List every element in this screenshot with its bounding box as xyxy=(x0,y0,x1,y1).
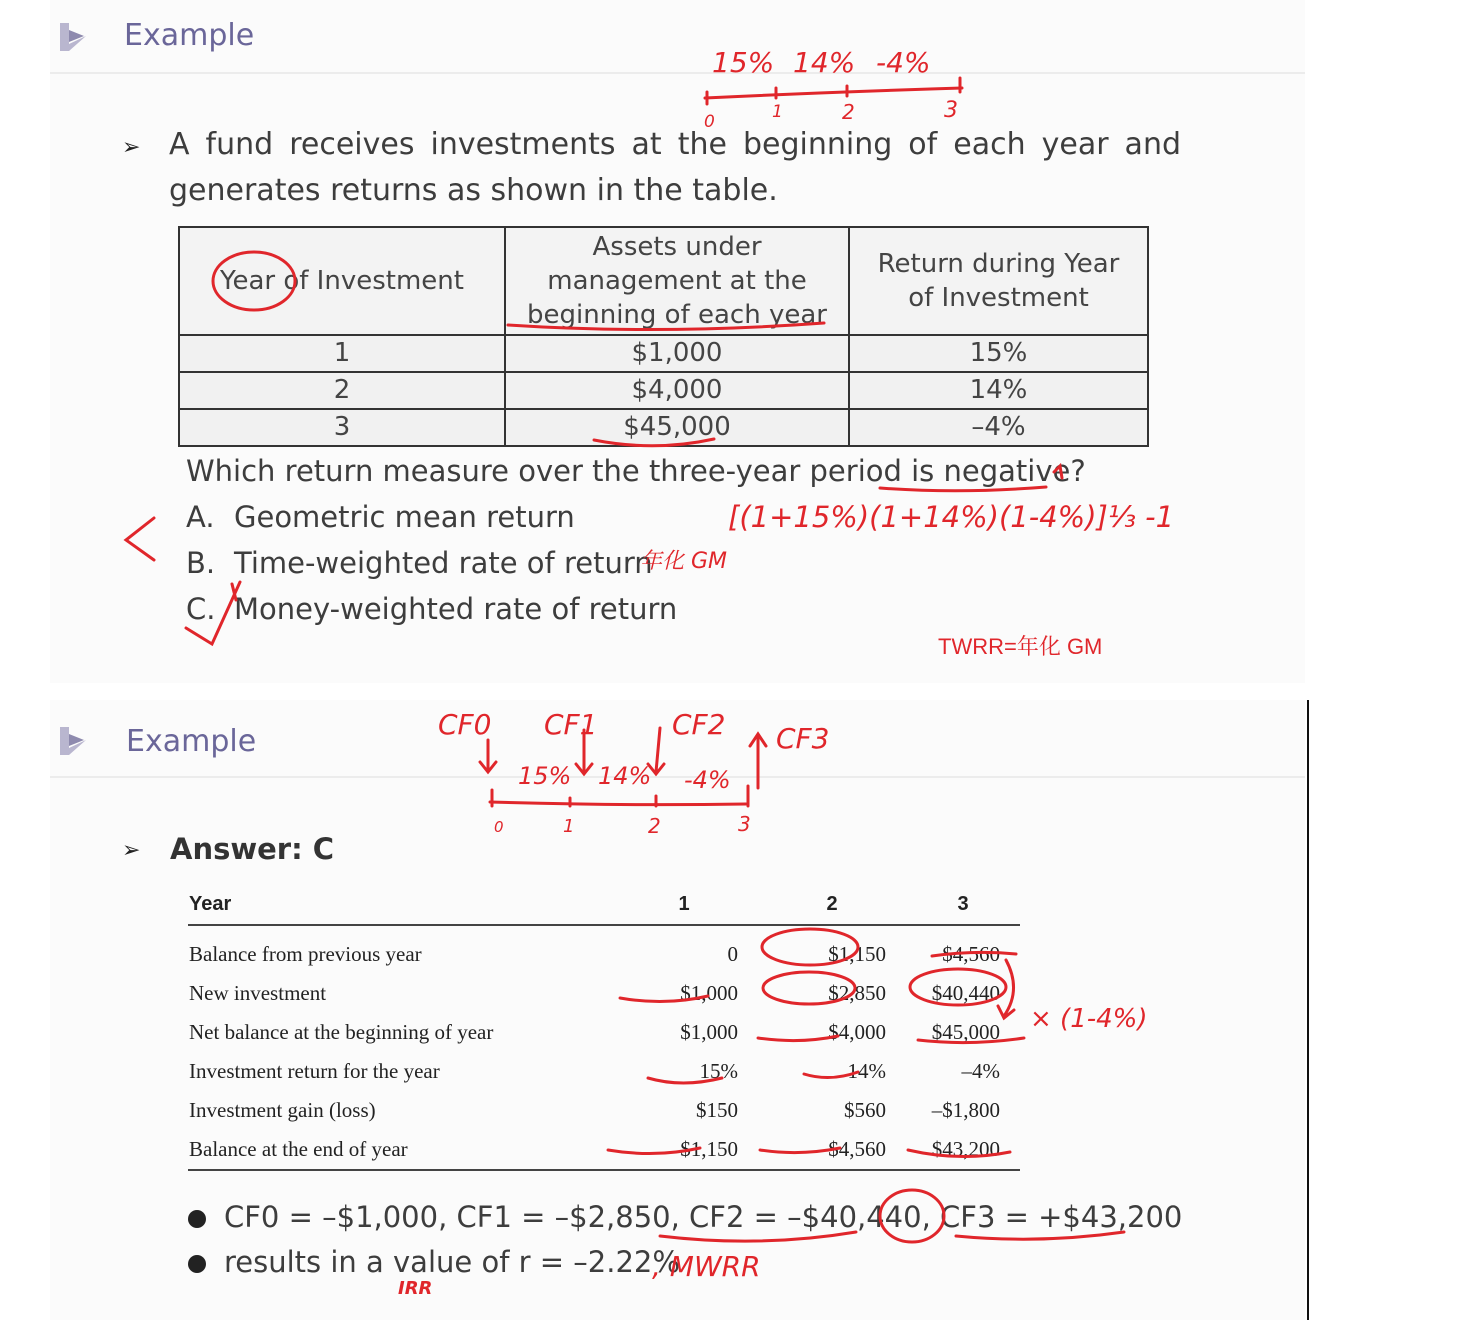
row-label: Investment gain (loss) xyxy=(189,1098,376,1122)
hand-cf1: CF1 xyxy=(544,708,598,741)
cell: –4% xyxy=(849,409,1148,446)
cell: 0 xyxy=(727,942,738,966)
hand-return-3: -4% xyxy=(684,766,731,794)
hand-underline-45000 xyxy=(918,1038,1024,1043)
hand-formula: [(1+15%)(1+14%)(1-4%)]⅓ -1 xyxy=(728,500,1175,534)
header-1: 1 xyxy=(610,884,758,925)
twrr-note: TWRR=年化 GM xyxy=(938,634,1103,659)
header-year: Year xyxy=(188,884,610,925)
hand-tick-3: 3 xyxy=(944,98,958,123)
hand-arrow-cf0 xyxy=(480,740,496,772)
hand-underline-43200-cf3 xyxy=(956,1232,1124,1239)
hand-tick-3: 3 xyxy=(738,812,751,836)
hand-arrow-cf2 xyxy=(648,728,664,774)
hand-mwrr: , MWRR xyxy=(652,1250,761,1283)
hand-underline-1000 xyxy=(620,996,708,1002)
paragraph-line-1: A fund receives investments at the beginning of each year and xyxy=(169,127,1181,162)
cell: 3 xyxy=(179,409,505,446)
row-label: Investment return for the year xyxy=(189,1059,440,1083)
header-assets: Assets under management at the beginning of each year xyxy=(505,227,849,335)
result-text: results in a value of r = –2.22% xyxy=(224,1245,680,1279)
hand-underline-4000 xyxy=(758,1036,838,1041)
hand-tick-2: 2 xyxy=(648,814,661,838)
hand-return-3: -4% xyxy=(876,46,931,79)
cell: –$1,800 xyxy=(931,1098,1000,1122)
option-a-letter: A. xyxy=(186,500,215,534)
row-label: Net balance at the beginning of year xyxy=(189,1020,494,1044)
hand-tick-2: 2 xyxy=(842,100,855,124)
hand-circle-2850 xyxy=(763,972,855,1004)
hand-strike-4560 xyxy=(932,952,1016,956)
hand-circle-40440 xyxy=(910,969,1006,1005)
cell: 14% xyxy=(847,1059,886,1083)
cell: 1 xyxy=(179,335,505,372)
slide-1-title: Example xyxy=(124,18,255,53)
cell: $2,850 xyxy=(828,981,886,1005)
header-3: 3 xyxy=(906,884,1020,925)
cell: 15% xyxy=(849,335,1148,372)
cell: $45,000 xyxy=(505,409,849,446)
cell: $4,000 xyxy=(505,372,849,409)
hand-timeline-line xyxy=(490,802,746,805)
hand-cf2: CF2 xyxy=(672,708,726,741)
hand-underline-15 xyxy=(648,1078,722,1083)
cell: $1,000 xyxy=(680,981,738,1005)
cell: $1,150 xyxy=(610,1130,758,1170)
hand-return-1: 15% xyxy=(518,762,572,790)
hand-underline-4560 xyxy=(760,1148,840,1153)
hand-cf3: CF3 xyxy=(776,722,830,755)
hand-tick-0: 0 xyxy=(704,112,715,132)
cell: $1,000 xyxy=(505,335,849,372)
hand-arrow-cf3 xyxy=(750,734,766,788)
question-text: Which return measure over the three-year period is negative? xyxy=(186,454,1086,488)
cell: $150 xyxy=(696,1098,738,1122)
hand-return-1: 15% xyxy=(712,46,775,79)
cell: $1,000 xyxy=(680,1020,738,1044)
hand-underline-cf2 xyxy=(660,1232,856,1241)
cell: $45,000 xyxy=(931,1020,1000,1044)
arrow-bullet-icon: ➢ xyxy=(122,135,141,160)
cell: $4,000 xyxy=(828,1020,886,1044)
hand-tick-1: 1 xyxy=(563,816,575,837)
option-b-letter: B. xyxy=(186,546,216,580)
hand-cf0: CF0 xyxy=(438,708,492,741)
hand-tick-0: 0 xyxy=(494,818,504,836)
hand-circle-1150 xyxy=(762,929,858,965)
option-a-text: Geometric mean return xyxy=(234,500,575,534)
cell: $4,560 xyxy=(758,1130,906,1170)
cell: $40,440 xyxy=(931,981,1000,1005)
hand-return-2: 14% xyxy=(793,46,856,79)
cell: $560 xyxy=(844,1098,886,1122)
hand-multiplier: × (1-4%) xyxy=(1030,1004,1148,1034)
cell: 2 xyxy=(179,372,505,409)
arrow-bullet-icon: ➢ xyxy=(122,838,141,863)
hand-underline-43200 xyxy=(908,1150,1010,1157)
answer-heading: Answer: C xyxy=(170,832,335,866)
cell: 14% xyxy=(849,372,1148,409)
cell: $43,200 xyxy=(906,1130,1020,1170)
hand-underline-1150 xyxy=(608,1148,700,1154)
paragraph-line-2: generates returns as shown in the table. xyxy=(169,173,778,208)
cell: –4% xyxy=(961,1059,1000,1083)
hand-tick-1: 1 xyxy=(772,102,783,122)
cell: $1,150 xyxy=(828,942,886,966)
row-label: Balance from previous year xyxy=(189,942,422,966)
slide-2-title: Example xyxy=(126,724,257,759)
header-year: Year of Investment xyxy=(179,227,505,335)
row-label: New investment xyxy=(189,981,327,1005)
header-return: Return during Year of Investment xyxy=(849,227,1148,335)
option-c-letter: C. xyxy=(186,592,216,626)
cell: $4,560 xyxy=(942,942,1000,966)
header-2: 2 xyxy=(758,884,906,925)
row-label: Balance at the end of year xyxy=(188,1130,610,1170)
hand-irr: IRR xyxy=(398,1278,433,1299)
cash-flows-text: CF0 = –$1,000, CF1 = –$2,850, CF2 = –$40,440, CF3 = +$43,200 xyxy=(224,1200,1183,1234)
option-b-text: Time-weighted rate of return xyxy=(234,546,653,580)
cell: 15% xyxy=(699,1059,738,1083)
hand-arrow-cf1 xyxy=(576,730,592,774)
hand-underline-14 xyxy=(804,1072,858,1078)
hand-return-2: 14% xyxy=(598,762,652,790)
option-c-text: Money-weighted rate of return xyxy=(234,592,678,626)
hand-annualized-gm: 年化 GM xyxy=(640,549,728,574)
hand-circle-cf3 xyxy=(880,1190,944,1242)
